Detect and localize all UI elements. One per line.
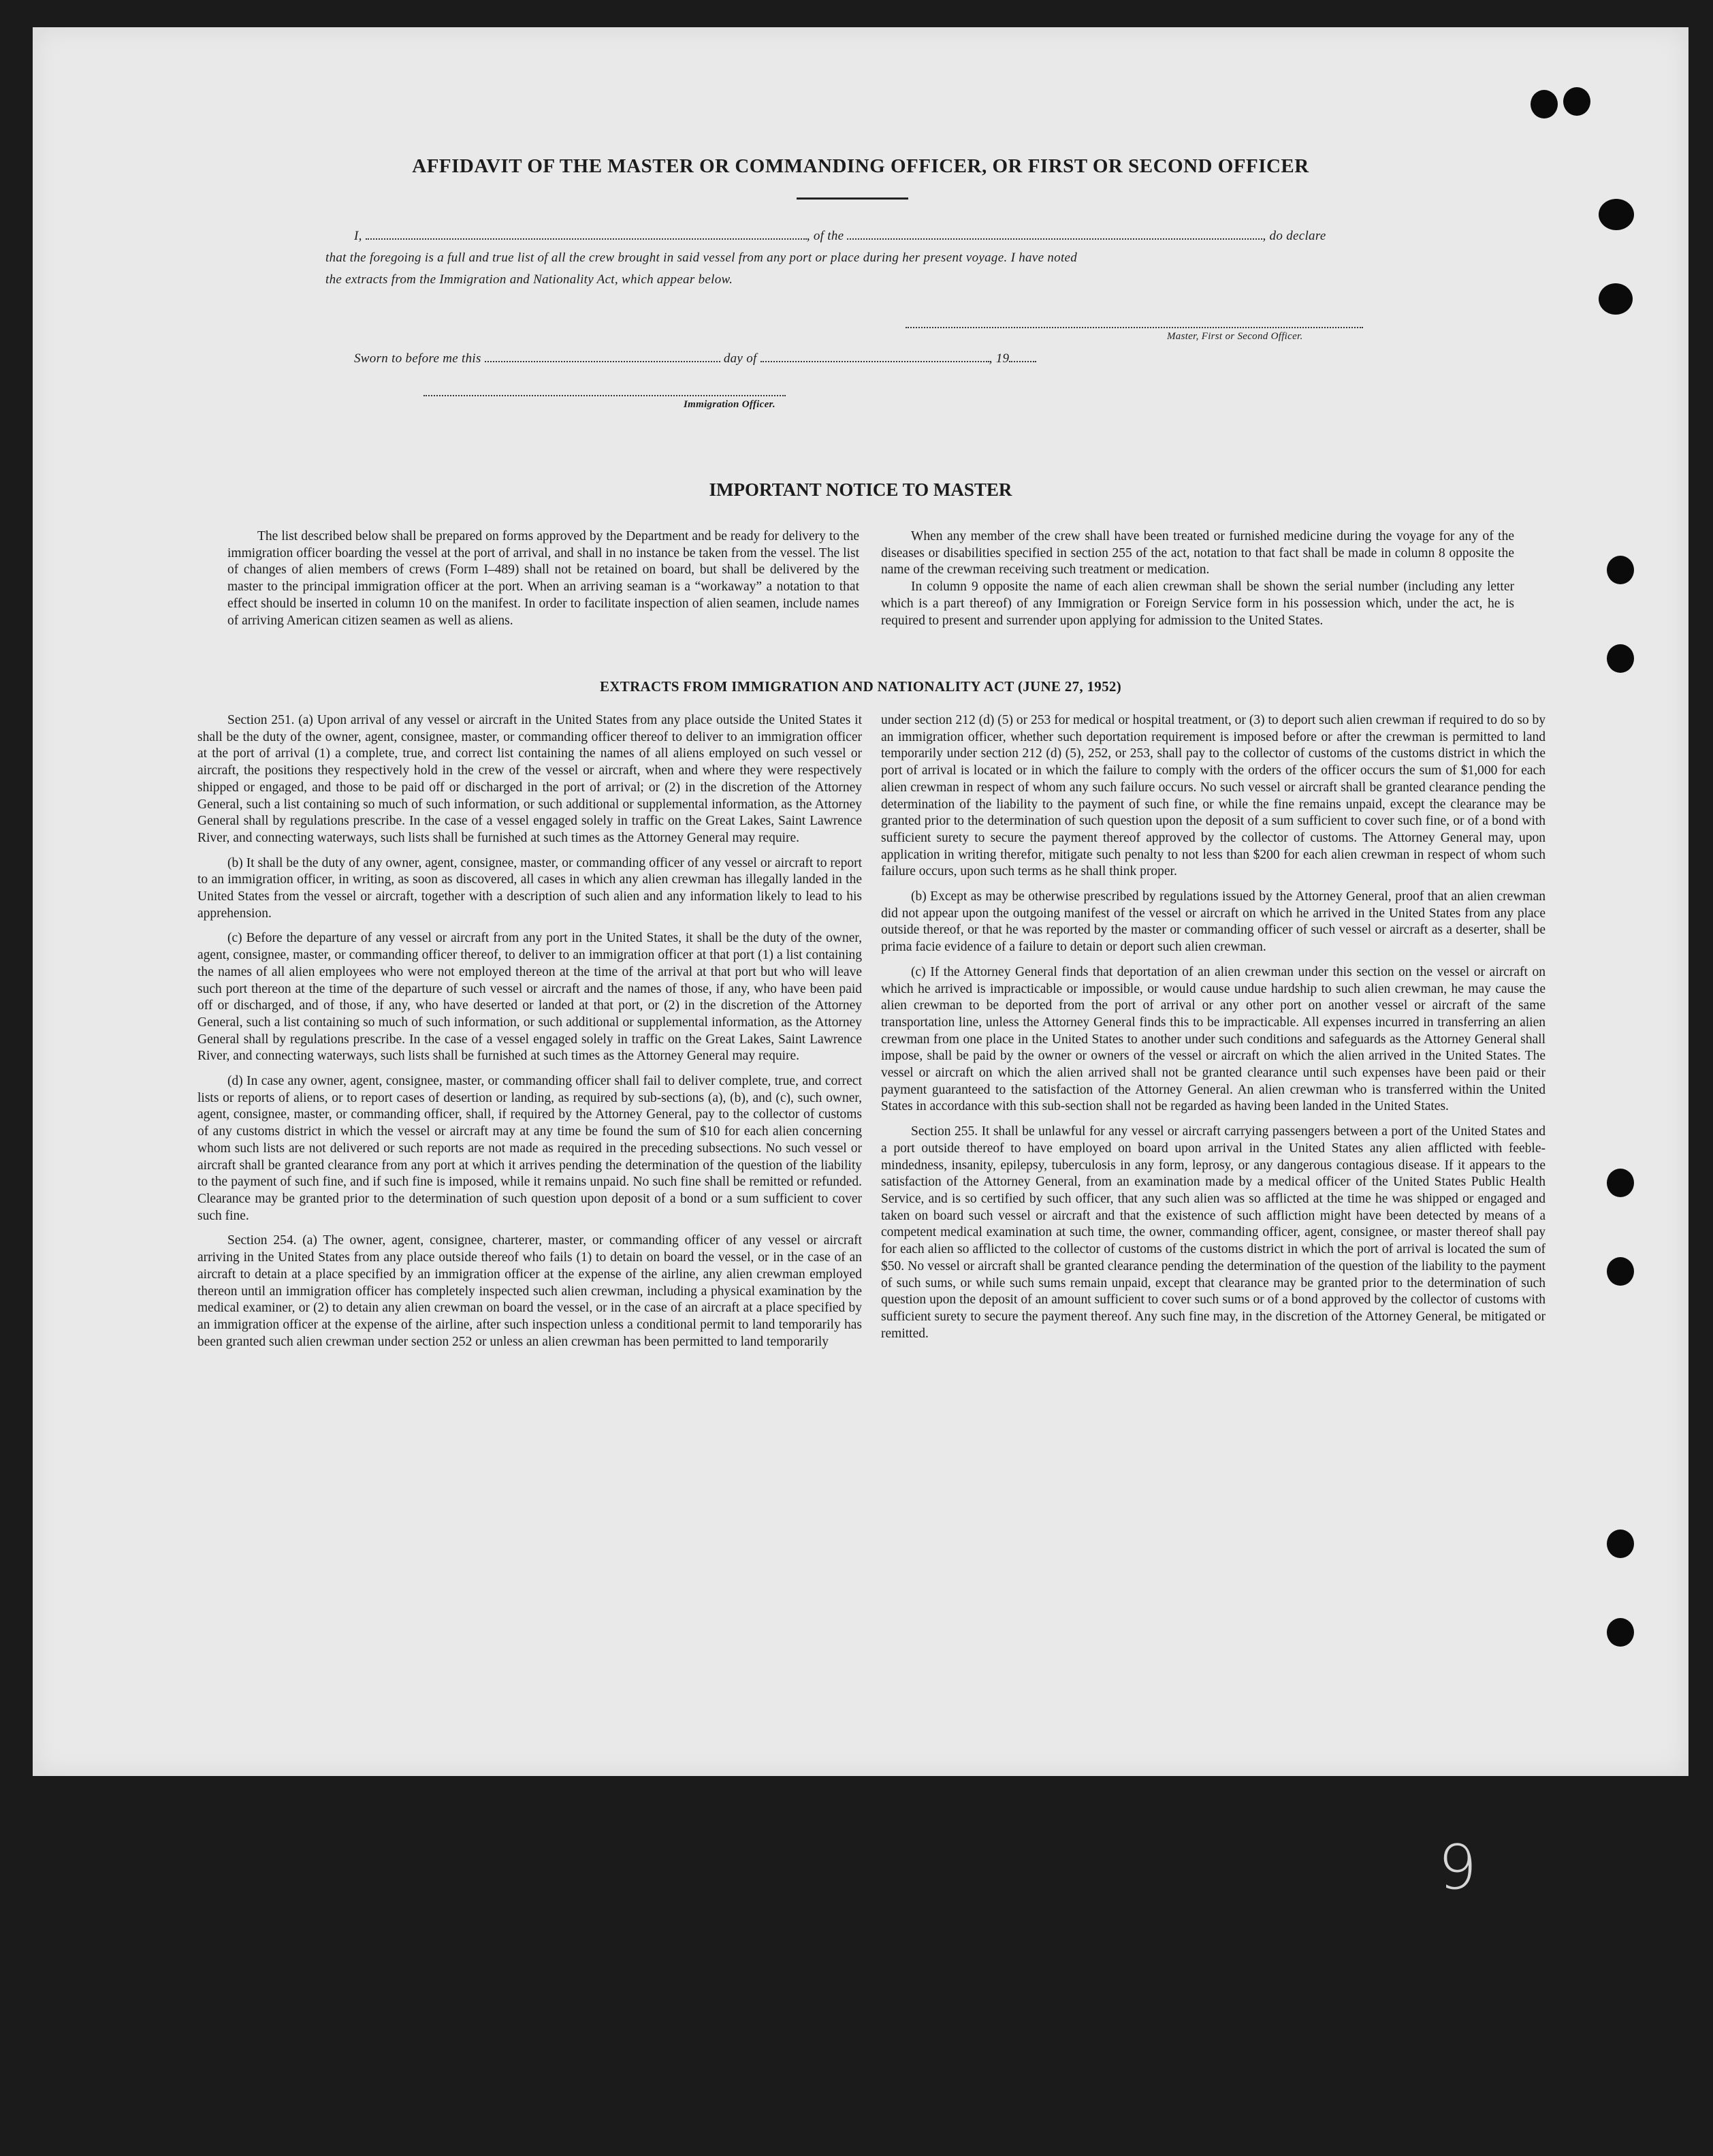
master-caption: Master, First or Second Officer. — [1167, 331, 1303, 342]
punch-hole — [1607, 1257, 1634, 1286]
year-blank[interactable] — [1009, 361, 1036, 362]
punch-hole — [1563, 87, 1590, 116]
notice-left-column — [227, 528, 859, 629]
punch-hole — [1599, 283, 1633, 315]
day-of-label: day of — [723, 351, 757, 366]
officer-signature-blank[interactable] — [423, 395, 786, 396]
declaration-of-the: , of the — [806, 229, 844, 243]
document-page — [33, 27, 1688, 1776]
punch-hole — [1531, 90, 1558, 118]
notice-right-column — [881, 528, 1514, 629]
notice-right-paragraph-2: In column 9 opposite the name of each alien crewman shall be shown the serial number (including any letter which is a part thereof) of any Immigration or Foreign Service form in his possession which, under the act, he is required to present and surrender upon applying for admission to the United States. — [881, 580, 1514, 628]
declaration-i: I, — [354, 229, 362, 243]
section-254-b: (b) Except as may be otherwise prescribed by regulations issued by the Attorney General, proof that an alien crewman did not appear upon the outgoing manifest of the vessel or aircraft on which he arrived in the United States from any place outside thereof, or that he was reported by the master or commanding officer of such vessel or aircraft as a deserter, shall be prima facie evidence of a failure to detain or deport such alien crewman. — [881, 889, 1546, 955]
punch-hole — [1607, 1618, 1634, 1647]
section-251-d: (d) In case any owner, agent, consignee, master, or commanding officer shall fail to deliver complete, true, and correct lists or reports of aliens, or to report cases of desertion or landing, as required by sub-sections (a), (b), and (c), such owner, agent, consignee, master, or commanding officer, shall, if required by the Attorney General, pay to the collector of customs of any customs district in which the vessel or aircraft may at any time be found the sum of $10 for each alien concerning whom such lists are not delivered or such reports are not made as required in the preceding subsections. No such vessel or aircraft shall be granted clearance from any port at which it arrives pending the determination of the question of the liability to the payment of such fine, and if such fine is imposed, while it remains unpaid. No such fine shall be remitted or refunded. Clearance may be granted prior to the determination of such question upon deposit of a bond or a sum sufficient to cover such fine. — [197, 1074, 862, 1223]
declaration-line-3: the extracts from the Immigration and Nationality Act, which appear below. — [325, 272, 733, 287]
section-255: Section 255. It shall be unlawful for any vessel or aircraft carrying passengers between a port of the United States and a port outside thereof to have employed on board upon arrival in the United States any alien afflicted with feeble-mindedness, insanity, epilepsy, tuberculosis in any form, leprosy, or any dangerous contagious disease. If it appears to the satisfaction of the Attorney General, from an examination made by a medical officer of the United States Public Health Service, and is so certified by such officer, that any such alien was so afflicted at the time he was shipped or engaged and taken on board such vessel or aircraft and that the existence of such affliction might have been detected by means of a competent medical examination at such time, the owner, commanding officer, agent, consignee, or master thereof shall pay for each alien so afflicted to the collector of customs of the customs district in which the port of arrival is located the sum of $50. No vessel or aircraft shall be granted clearance pending the determination of the question of the liability to the payment of such sums, or while such sums remain unpaid, except that clearance may be granted prior to the determination of such question upon the deposit of an amount sufficient to cover such sums or of a bond approved by the collector of customs with sufficient surety to secure the payment thereof. Any such fine may, in the discretion of the Attorney General, be mitigated or remitted. — [881, 1124, 1546, 1341]
sworn-line — [354, 351, 1036, 366]
sworn-label: Sworn to before me this — [354, 351, 481, 366]
sworn-day-blank[interactable] — [485, 361, 720, 362]
affidavit-title: AFFIDAVIT OF THE MASTER OR COMMANDING OFFICER, OR FIRST OR SECOND OFFICER — [412, 155, 1309, 177]
notice-left-paragraph: The list described below shall be prepared on forms approved by the Department and be ready for delivery to the immigration officer boarding the vessel at the port of arrival, and shall in no instance be taken from the vessel. The list of changes of alien members of crews (Form I–489) shall not be retained on board, but shall be delivered by the master to the principal immigration officer at the port. When an arriving seaman is a “workaway” a notation to that effect should be inserted in column 10 on the manifest. In order to facilitate inspection of alien seamen, include names of arriving American citizen seamen as well as aliens. — [227, 529, 859, 628]
section-254-c: (c) If the Attorney General finds that deportation of an alien crewman under this section on the vessel or aircraft on which he arrived is impracticable or impossible, or would cause undue hardship to such alien crewman, he may cause the alien crewman to be deported from the port of arrival or any other port on another vessel or aircraft of the same transportation line, unless the Attorney General finds this to be impracticable. All expenses incurred in transferring an alien crewman from one place in the United States to another under such conditions and safeguards as the Attorney General shall impose, shall be paid by the owner or owners of the vessel or aircraft on which the alien arrived in the United States. The vessel or aircraft on which the alien arrived shall not be granted clearance until such expenses have been paid or their payment guaranteed to the satisfaction of the Attorney General. An alien crewman who is transferred within the United States in accordance with this sub-section shall not be regarded as having been landed in the United States. — [881, 964, 1546, 1114]
punch-hole — [1607, 644, 1634, 673]
extracts-right-column — [881, 712, 1546, 1342]
master-signature-blank[interactable] — [906, 327, 1363, 328]
handwritten-page-number: 9 — [1438, 1832, 1477, 1903]
section-254-a: Section 254. (a) The owner, agent, consignee, charterer, master, or commanding officer of any vessel or aircraft arriving in the United States from any place outside thereof who fails (1) to detain on board the vessel, or in the case of an aircraft to detain at a place specified by an immigration officer at the expense of the airline, any alien crewman employed thereon until an immigration officer has completely inspected such alien crewman, including a physical examination by the medical examiner, or (2) to detain any alien crewman on board the vessel, or in the case of an aircraft at a place specified by an immigration officer at the expense of the airline, after such inspection unless a conditional permit to land temporarily has been granted such alien crewman under section 252 or unless an alien crewman has been permitted to land temporarily — [197, 1233, 862, 1349]
declaration-line — [354, 229, 1326, 244]
section-254-a-continued: under section 212 (d) (5) or 253 for medical or hospital treatment, or (3) to deport such alien crewman if required to do so by an immigration officer, whether such deportation requirement is imposed before or after the crewman is permitted to land temporarily under section 212 (d) (5), 252, or 253, shall pay to the collector of customs of the customs district in which the port of arrival is located or in which the failure to comply with the orders of the officer occurs the sum of $1,000 for each alien crewman in respect of whom any such failure occurs. No such vessel or aircraft shall be granted clearance pending the determination of the liability to the payment of such fine, or while the fine remains unpaid, except the clearance may be granted prior to the determination of such question upon the deposit of a sum sufficient to cover such fine, or of a bond with sufficient surety to secure the payment thereof approved by the collector of customs. The Attorney General may, upon application in writing therefor, mitigate such penalty to not less than $200 for each alien crewman in respect of whom such failure occurs, upon such terms as he shall think proper. — [881, 713, 1546, 879]
punch-hole — [1607, 556, 1634, 584]
punch-hole — [1599, 199, 1634, 230]
extracts-title: EXTRACTS FROM IMMIGRATION AND NATIONALITY ACT (JUNE 27, 1952) — [600, 678, 1121, 695]
name-blank[interactable] — [366, 238, 807, 240]
punch-hole — [1607, 1529, 1634, 1558]
punch-hole — [1607, 1169, 1634, 1197]
vessel-blank[interactable] — [847, 238, 1262, 240]
declaration-do-declare: , do declare — [1262, 229, 1326, 243]
title-underline — [797, 197, 908, 200]
notice-title: IMPORTANT NOTICE TO MASTER — [709, 479, 1012, 500]
section-251-a: Section 251. (a) Upon arrival of any vessel or aircraft in the United States from any place outside the United States it shall be the duty of the owner, agent, consignee, master, or commanding officer thereof to deliver to an immigration officer at the port of arrival (1) a complete, true, and correct list containing the names of all aliens employed on such vessel or aircraft, the positions they respectively hold in the crew of the vessel or aircraft, when and where they were respectively shipped or engaged, and those to be paid off or discharged in the port of arrival; or (2) in the discretion of the Attorney General, such a list containing so much of such information, or such additional or supplemental information, as the Attorney General shall by regulations prescribe. In the case of a vessel engaged solely in traffic on the Great Lakes, Saint Lawrence River, and connecting waterways, such lists shall be furnished at such times as the Attorney General may require. — [197, 713, 862, 845]
officer-caption: Immigration Officer. — [684, 399, 775, 410]
declaration-line-2: that the foregoing is a full and true list of all the crew brought in said vessel from any port or place during her present voyage. I have noted — [325, 251, 1078, 265]
year-prefix: , 19 — [989, 351, 1010, 366]
section-251-c: (c) Before the departure of any vessel or aircraft from any port in the United States, it shall be the duty of the owner, agent, consignee, master, or commanding officer thereof, to deliver to an immigration officer at that port (1) a list containing the names of all alien employees who were not employed thereon at the time of the arrival at that port but who will leave such port thereon at the time of the departure of such vessel or aircraft and the names of those, if any, who have been paid off or discharged, and of those, if any, who have deserted or landed at that port, or (2) in the discretion of the Attorney General, such a list containing so much of such information, or such additional or supplemental information, as the Attorney General shall by regulations prescribe. In the case of a vessel engaged solely in traffic on the Great Lakes, Saint Lawrence River, and connecting waterways, such lists shall be furnished at such times as the Attorney General may require. — [197, 931, 862, 1064]
extracts-left-column — [197, 712, 862, 1350]
section-251-b: (b) It shall be the duty of any owner, agent, consignee, master, or commanding officer of any vessel or aircraft to report to an immigration officer, in writing, as soon as discovered, all cases in which any alien crewman has illegally landed in the United States from the vessel or aircraft, together with a description of such alien and any information likely to lead to his apprehension. — [197, 855, 862, 921]
sworn-month-blank[interactable] — [761, 361, 989, 362]
notice-right-paragraph-1: When any member of the crew shall have been treated or furnished medicine during the voyage for any of the diseases or disabilities specified in section 255 of the act, notation to that fact shall be made in column 8 opposite the name of the crewman receiving such treatment or medication. — [881, 529, 1514, 577]
